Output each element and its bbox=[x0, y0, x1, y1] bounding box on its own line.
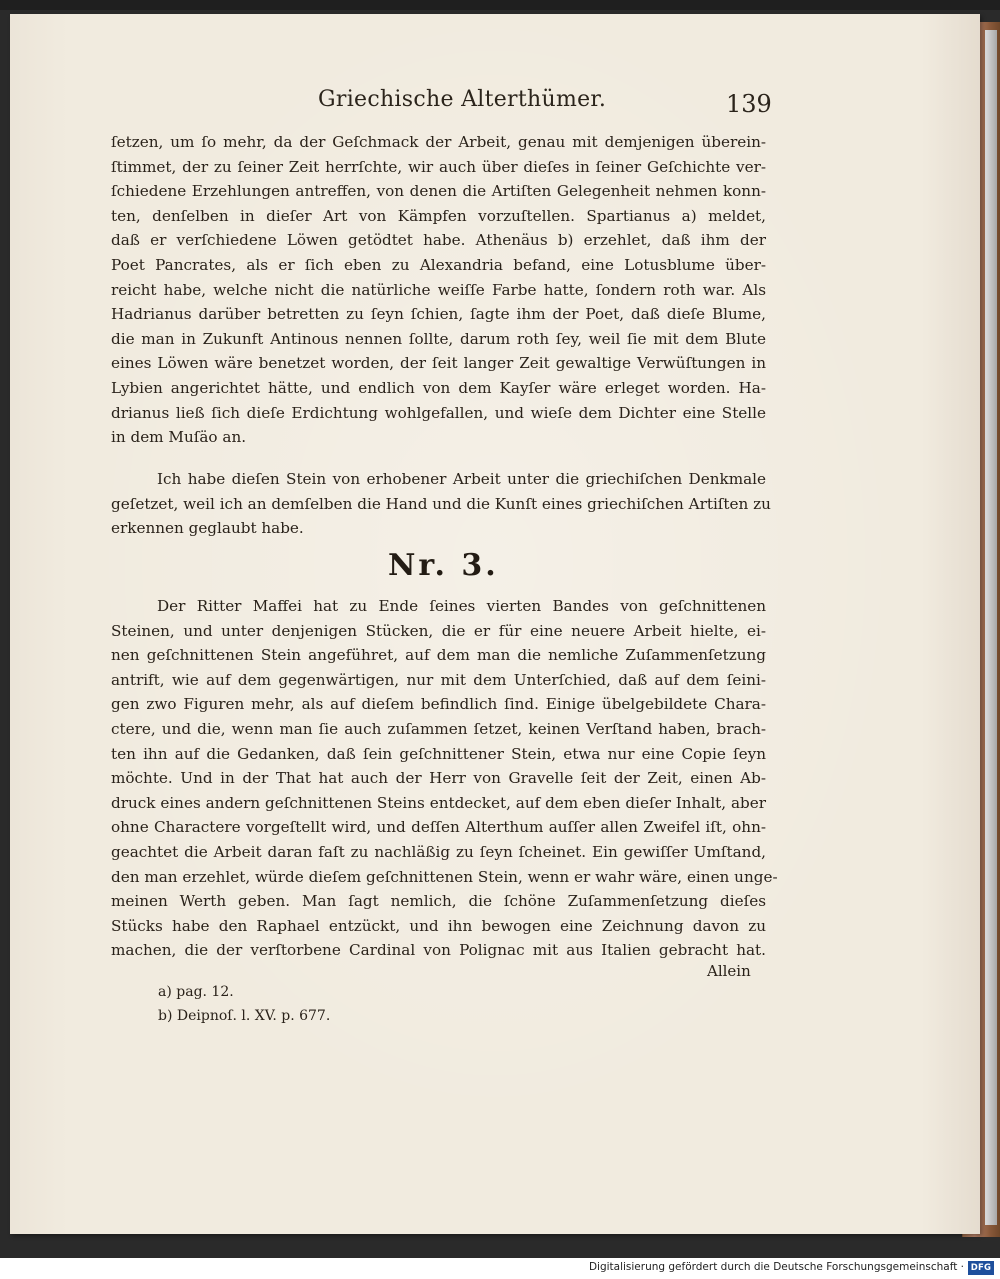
text-line: machen, die der verſtorbene Cardinal von Polignac mit aus Italien gebracht hat. bbox=[111, 941, 766, 960]
digitization-credit-bar bbox=[0, 1258, 1000, 1279]
text-line: meinen Werth geben. Man ſagt nemlich, die ſchöne Zuſammenſetzung dieſes bbox=[111, 892, 766, 911]
credit-text: Digitalisierung gefördert durch die Deutsche Forschungsgemeinschaft · bbox=[588, 1261, 964, 1273]
running-title: Griechische Alterthümer. bbox=[318, 87, 607, 112]
paragraph-3 bbox=[111, 594, 778, 963]
text-line: ctere, und die, wenn man ſie auch zuſammen ſetzet, keinen Verſtand haben, brach- bbox=[111, 719, 766, 738]
text-line: drianus ließ ſich dieſe Erdichtung wohlgefallen, und wieſe dem Dichter eine Stelle bbox=[111, 403, 766, 422]
text-line: ohne Charactere vorgeſtellt wird, und deſſen Alterthum auſſer allen Zweifel iſt, ohn- bbox=[111, 818, 766, 837]
text-line: ſtimmet, der zu ſeiner Zeit herrſchte, wir auch über dieſes in ſeiner Geſchichte ver- bbox=[111, 157, 766, 176]
footnote-b: b) Deipnoſ. l. XV. p. 677. bbox=[158, 1008, 331, 1024]
dfg-logo: DFG bbox=[968, 1261, 994, 1275]
text-line: Steinen, und unter denjenigen Stücken, die er für eine neuere Arbeit hielte, ei- bbox=[111, 621, 766, 640]
text-line: den man erzehlet, würde dieſem geſchnittenen Stein, wenn er wahr wäre, einen unge- bbox=[111, 867, 778, 886]
text-line: ſchiedene Erzehlungen antreffen, von denen die Artiſten Gelegenheit nehmen konn- bbox=[111, 182, 766, 201]
scan-top-strip bbox=[0, 0, 1000, 10]
text-line: nen geſchnittenen Stein angeführet, auf dem man die nemliche Zuſammenſetzung bbox=[111, 646, 766, 665]
text-line: möchte. Und in der That hat auch der Herr von Gravelle ſeit der Zeit, einen Ab- bbox=[111, 769, 766, 788]
text-line: Ich habe dieſen Stein von erhobener Arbeit unter die griechiſchen Denkmale bbox=[157, 470, 766, 488]
text-line: antrift, wie auf dem gegenwärtigen, nur mit dem Unterſchied, daß auf dem ſeini- bbox=[111, 670, 766, 689]
text-line: Hadrianus darüber betretten zu ſeyn ſchien, ſagte ihm der Poet, daß dieſe Blume, bbox=[111, 305, 766, 324]
text-line: daß er verſchiedene Löwen getödtet habe. Athenäus b) erzehlet, daß ihm der bbox=[111, 231, 766, 250]
text-line: in dem Muſäo an. bbox=[111, 428, 247, 447]
text-line: druck eines andern geſchnittenen Steins entdecket, auf dem eben dieſer Inhalt, aber bbox=[111, 793, 766, 812]
page-block-edge bbox=[985, 30, 997, 1225]
text-line: Poet Pancrates, als er ſich eben zu Alexandria befand, eine Lotusblume über- bbox=[111, 255, 766, 274]
footnotes bbox=[158, 980, 330, 1028]
text-line: gen zwo Figuren mehr, als auf dieſem befindlich ſind. Einige übelgebildete Chara- bbox=[111, 695, 766, 714]
text-line: ten ihn auf die Gedanken, daß ſein geſchnittener Stein, etwa nur eine Copie ſeyn bbox=[111, 744, 766, 763]
text-line: reicht habe, welche nicht die natürliche weiſſe Farbe hatte, ſondern roth war. Als bbox=[111, 280, 766, 299]
page-number: 139 bbox=[726, 90, 772, 118]
paragraph-2 bbox=[111, 467, 771, 541]
text-line: Stücks habe den Raphael entzückt, und ihn bewogen eine Zeichnung davon zu bbox=[111, 916, 766, 935]
paragraph-1 bbox=[111, 130, 766, 450]
catchword: Allein bbox=[707, 962, 751, 980]
text-line: die man in Zukunft Antinous nennen ſollte, darum roth ſey, weil ſie mit dem Blute bbox=[111, 329, 766, 348]
text-line: ſetzen, um ſo mehr, da der Geſchmack der Arbeit, genau mit demjenigen überein- bbox=[111, 133, 766, 151]
text-line: Lybien angerichtet hätte, und endlich von dem Kayſer wäre erleget worden. Ha- bbox=[111, 378, 766, 397]
text-line: eines Löwen wäre benetzet worden, der ſeit langer Zeit gewaltige Verwüſtungen in bbox=[111, 354, 766, 373]
text-line: geſetzet, weil ich an demſelben die Hand und die Kunſt eines griechiſchen Artiſten zu bbox=[111, 494, 771, 513]
text-line: ten, denſelben in dieſer Art von Kämpfen vorzuſtellen. Spartianus a) meldet, bbox=[111, 206, 766, 225]
section-heading: Nr. 3. bbox=[388, 548, 499, 583]
text-line: erkennen geglaubt habe. bbox=[111, 519, 304, 538]
text-line: Der Ritter Maffei hat zu Ende ſeines vierten Bandes von geſchnittenen bbox=[157, 597, 766, 615]
footnote-a: a) pag. 12. bbox=[158, 984, 234, 1000]
text-line: geachtet die Arbeit daran faſt zu nachläßig zu ſeyn ſcheinet. Ein gewiſſer Umſtand, bbox=[111, 842, 766, 861]
